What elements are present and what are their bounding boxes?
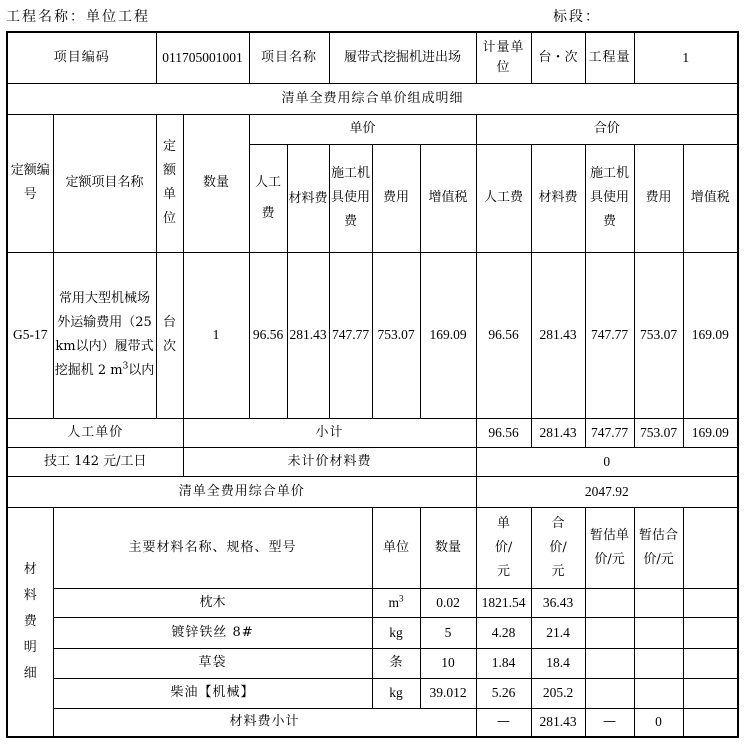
material-unit: 条 (372, 648, 420, 678)
unpriced-label: 未计价材料费 (183, 447, 476, 476)
project-code: 011705001001 (156, 32, 249, 83)
project-name-value: 履带式挖掘机进出场 (329, 32, 476, 83)
subtotal-vat: 169.09 (683, 418, 738, 447)
material-qty: 5 (420, 617, 476, 648)
tech-labor-rate: 技工 142 元/工日 (7, 447, 183, 476)
subtotal-label: 小计 (183, 418, 476, 447)
material-blank (683, 617, 738, 648)
col-u-machine: 施工机具使用费 (329, 144, 372, 252)
code-label: 项目编码 (7, 32, 156, 83)
unit-label: 计量单位 (476, 32, 531, 83)
col-quota-unit: 定额单位 (156, 114, 183, 252)
u-labor: 96.56 (249, 252, 287, 418)
t-fee: 753.07 (634, 252, 683, 418)
material-est-total (634, 678, 683, 708)
material-name: 枕木 (53, 588, 372, 617)
material-name: 镀锌铁丝 8# (53, 617, 372, 648)
col-quantity: 数量 (183, 114, 249, 252)
material-col-name: 主要材料名称、规格、型号 (53, 507, 372, 588)
col-u-labor: 人工费 (249, 144, 287, 252)
subtotal-fee: 753.07 (634, 418, 683, 447)
material-est-total (634, 648, 683, 678)
material-est-price (585, 648, 634, 678)
material-subtotal-est-price: — (585, 708, 634, 737)
material-name: 草袋 (53, 648, 372, 678)
quota-unit: 台次 (156, 252, 183, 418)
col-u-material: 材料费 (287, 144, 329, 252)
info-row (7, 32, 738, 83)
material-price: 1821.54 (476, 588, 531, 617)
u-machine: 747.77 (329, 252, 372, 418)
col-quota-name: 定额项目名称 (53, 114, 156, 252)
material-qty: 0.02 (420, 588, 476, 617)
material-total: 21.4 (531, 617, 585, 648)
t-vat: 169.09 (683, 252, 738, 418)
material-subtotal-blank (683, 708, 738, 737)
unpriced-value: 0 (476, 447, 738, 476)
project-name: 工程名称：单位工程 (6, 9, 150, 25)
material-row (7, 588, 738, 617)
material-est-price (585, 617, 634, 648)
labor-price-label: 人工单价 (7, 418, 183, 447)
quota-name: 常用大型机械场外运输费用（25 km以内）履带式挖掘机 2 $m^3$以内 (53, 252, 156, 418)
col-quota-code: 定额编号 (7, 114, 53, 252)
material-est-price (585, 588, 634, 617)
material-blank (683, 648, 738, 678)
material-subtotal-est-total: 0 (634, 708, 683, 737)
material-price: 1.84 (476, 648, 531, 678)
col-t-material: 材料费 (531, 144, 585, 252)
material-est-price (585, 678, 634, 708)
overall-value: 2047.92 (476, 476, 738, 507)
overall-label: 清单全费用综合单价 (7, 476, 476, 507)
material-qty: 10 (420, 648, 476, 678)
subtotal-machine: 747.77 (585, 418, 634, 447)
material-total: 36.43 (531, 588, 585, 617)
material-row (7, 678, 738, 708)
subtotal-row (7, 418, 738, 447)
material-col-est-total: 暂估合价/元 (634, 507, 683, 588)
col-t-machine: 施工机具使用费 (585, 144, 634, 252)
col-t-labor: 人工费 (476, 144, 531, 252)
material-est-total (634, 617, 683, 648)
material-col-total: 合价/元 (531, 507, 585, 588)
material-total: 205.2 (531, 678, 585, 708)
section-label: 标段： (553, 9, 601, 25)
material-header-row (7, 507, 738, 588)
col-u-vat: 增值税 (420, 144, 476, 252)
material-est-total (634, 588, 683, 617)
quota-row (7, 252, 738, 418)
t-machine: 747.77 (585, 252, 634, 418)
u-fee: 753.07 (372, 252, 420, 418)
unit-value: 台・次 (531, 32, 585, 83)
material-qty: 39.012 (420, 678, 476, 708)
col-unit-price: 单价 (249, 114, 476, 144)
material-side-label: 材料费明细 (7, 507, 53, 737)
subtotal-material: 281.43 (531, 418, 585, 447)
material-total: 18.4 (531, 648, 585, 678)
material-row (7, 648, 738, 678)
t-material: 281.43 (531, 252, 585, 418)
overall-row (7, 476, 738, 507)
subtotal-labor: 96.56 (476, 418, 531, 447)
material-unit: kg (372, 678, 420, 708)
t-labor: 96.56 (476, 252, 531, 418)
composition-title: 清单全费用综合单价组成明细 (7, 83, 738, 114)
material-subtotal-label: 材料费小计 (53, 708, 476, 737)
name-label: 项目名称 (249, 32, 329, 83)
unit-price-analysis-table (6, 31, 739, 738)
material-col-unit: 单位 (372, 507, 420, 588)
material-col-blank (683, 507, 738, 588)
u-vat: 169.09 (420, 252, 476, 418)
quota-code: G5-17 (7, 252, 53, 418)
quota-qty: 1 (183, 252, 249, 418)
material-col-qty: 数量 (420, 507, 476, 588)
qty-value: 1 (634, 32, 738, 83)
material-col-est-price: 暂估单价/元 (585, 507, 634, 588)
material-unit: $m^3$ (372, 588, 420, 617)
material-row (7, 617, 738, 648)
u-material: 281.43 (287, 252, 329, 418)
material-unit: kg (372, 617, 420, 648)
col-t-vat: 增值税 (683, 144, 738, 252)
material-blank (683, 588, 738, 617)
col-u-fee: 费用 (372, 144, 420, 252)
unpriced-row (7, 447, 738, 476)
material-price: 5.26 (476, 678, 531, 708)
material-price: 4.28 (476, 617, 531, 648)
col-total-price: 合价 (476, 114, 738, 144)
material-name: 柴油【机械】 (53, 678, 372, 708)
material-blank (683, 678, 738, 708)
material-col-price: 单价/元 (476, 507, 531, 588)
material-subtotal-total: 281.43 (531, 708, 585, 737)
material-subtotal-price: — (476, 708, 531, 737)
qty-label: 工程量 (585, 32, 634, 83)
material-subtotal-row (7, 708, 738, 737)
col-t-fee: 费用 (634, 144, 683, 252)
